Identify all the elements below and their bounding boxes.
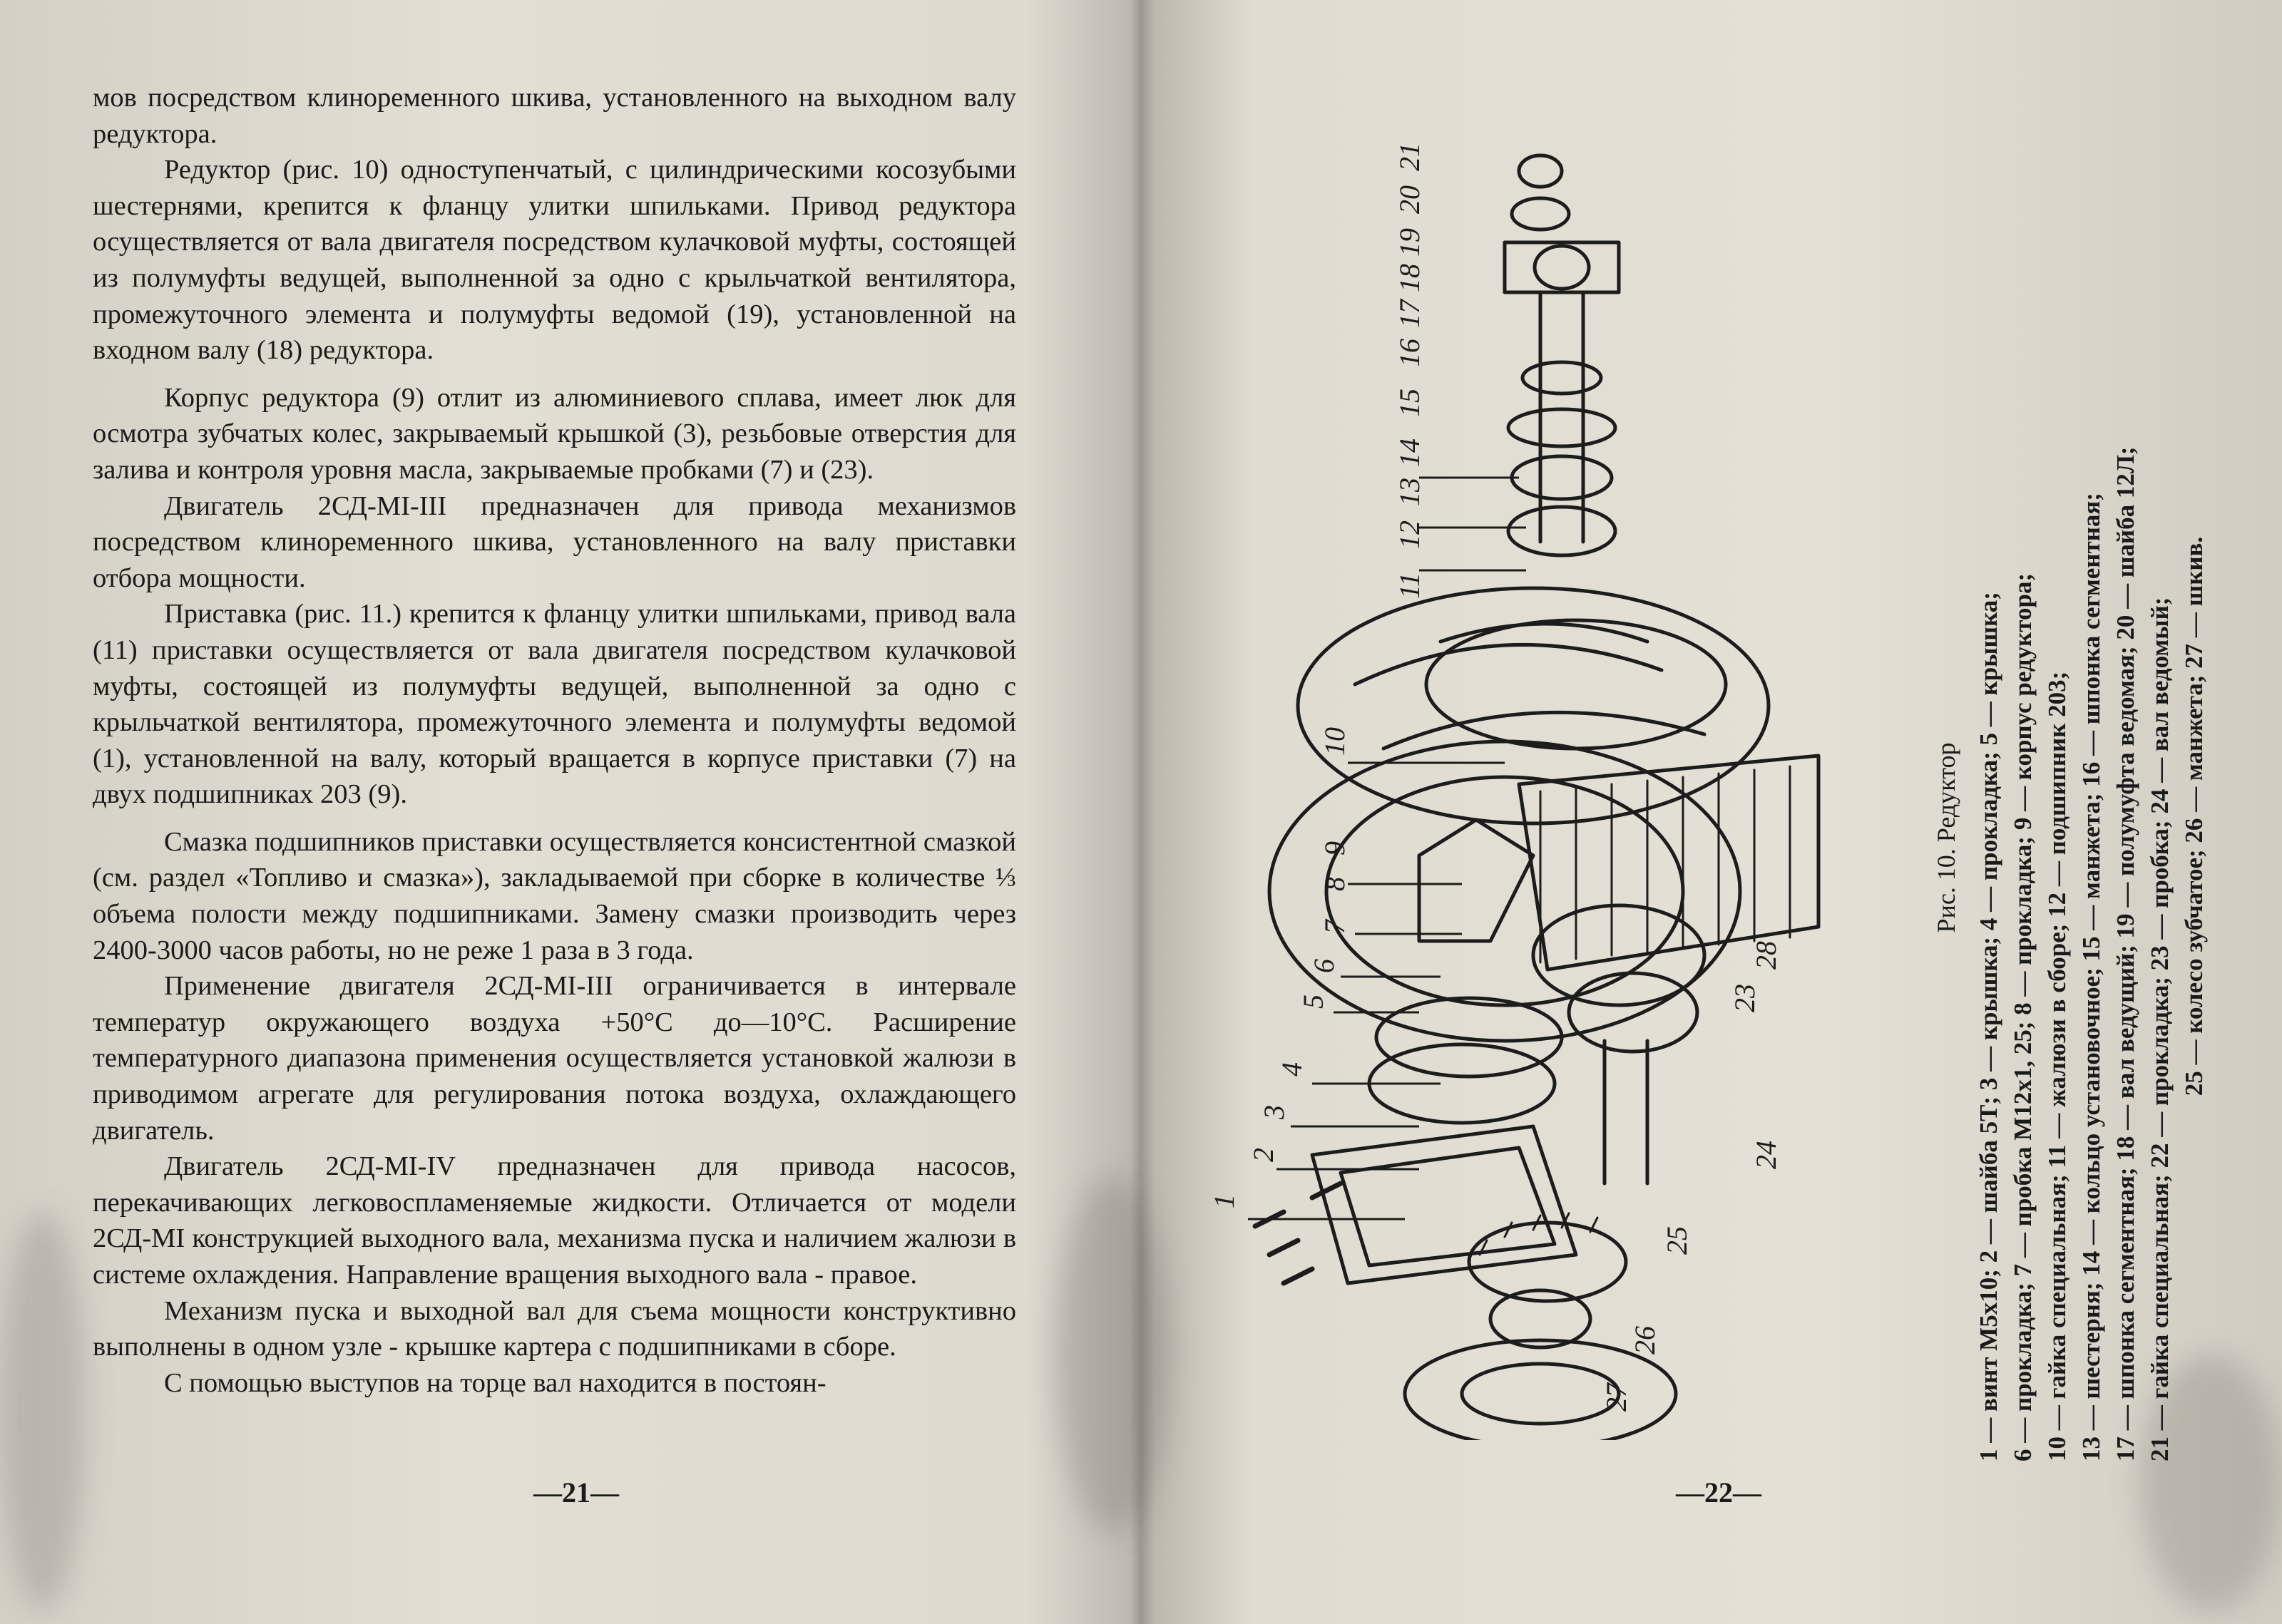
paragraph-9: Механизм пуска и выходной вал для съема мощности конструктивно выполнены в одном узле - крышке картера с подшипниками в сборе. — [93, 1295, 1016, 1362]
part-1-screws — [1255, 1183, 1341, 1283]
label-15: 15 — [1393, 389, 1426, 417]
part-21-nut-shape — [1519, 155, 1562, 187]
paragraph-2: Редуктор (рис. 10) одноступенчатый, с цилиндрическими косозубыми шестернями, крепится к фланцу улитки шпильками. Привод редуктора осуществляется от вала двигателя посредством кулачковой муфты, состоящей из полумуфты ведущей, выполненной за одно с крыльчаткой вентилятора, промежуточного элемента и полумуфты ведомой (19), установленной на входном валу (18) редуктора. — [93, 155, 1016, 366]
part-28-cover-shape — [1533, 905, 1704, 1005]
label-19: 19 — [1393, 228, 1426, 257]
left-page — [0, 0, 1137, 1624]
label-11: 11 — [1393, 572, 1426, 599]
label-18: 18 — [1393, 264, 1426, 292]
label-25: 25 — [1661, 1226, 1693, 1255]
label-13: 13 — [1393, 478, 1426, 506]
label-23: 23 — [1729, 984, 1761, 1012]
paragraph-5: Приставка (рис. 11.) крепится к фланцу улитки шпильками, привод вала (11) приставки осуществляется от вала двигателя посредством кулачковой муфты, состоящей из полумуфты ведущей, выполненной за одно с крыльчаткой вентилятора, промежуточного элемента и полумуфты ведомой (1), установленной на валу, который вращается в корпусе приставки (7) на двух подшипниках 203 (9). — [93, 599, 1016, 810]
label-10: 10 — [1319, 727, 1351, 756]
label-2: 2 — [1247, 1148, 1279, 1162]
part-18-shaft-shape — [1540, 292, 1583, 542]
caption-line-6: 21 — гайка специальная; 22 — прокладка; 23 — пробка; 24 — вал ведомый; — [2146, 597, 2174, 1461]
part-8-gasket-shape — [1376, 998, 1562, 1076]
part-20-washer-shape — [1512, 198, 1569, 230]
part-13-gear-shape — [1512, 456, 1612, 499]
label-4: 4 — [1276, 1062, 1308, 1076]
label-28: 28 — [1750, 941, 1782, 970]
part-9-housing-web — [1419, 820, 1533, 941]
label-26: 26 — [1629, 1326, 1661, 1355]
part-25-gear-teeth — [1540, 766, 1790, 962]
label-24: 24 — [1750, 1141, 1782, 1169]
part-4-gasket-shape — [1341, 1148, 1555, 1265]
label-5: 5 — [1297, 995, 1329, 1009]
page-number-left: —21— — [533, 1476, 619, 1509]
part-14-ring-shape — [1508, 409, 1615, 446]
part-25-small-gear-teeth — [1480, 1213, 1597, 1255]
part-27-pulley-inner-shape — [1462, 1364, 1619, 1424]
paragraph-4: Двигатель 2СД-МI-III предназначен для привода механизмов посредством клиноременного шкива, установленного на валу приставки отбора мощности. — [93, 490, 1016, 593]
left-page-text — [93, 80, 1016, 1401]
label-20: 20 — [1393, 185, 1426, 214]
reducer-exploded-drawing — [1205, 143, 1847, 1440]
caption-line-7: 25 — колесо зубчатое; 26 — манжета; 27 — шкив. — [2180, 536, 2208, 1096]
figure-title: Рис. 10. Редуктор — [1932, 742, 1960, 933]
part-11-louvre-spokes — [1355, 624, 1704, 749]
caption-line-1: 1 — винт М5х10; 2 — шайба 5Т; 3 — крышка; 4 — прокладка; 5 — крышка; — [1975, 592, 2002, 1461]
caption-line-5: 17 — шпонка сегментная; 18 — вал ведущий; 19 — полумуфта ведомая; 20 — шайба 12Л; — [2112, 446, 2139, 1461]
paragraph-3: Корпус редуктора (9) отлит из алюминиевого сплава, имеет люк для осмотра зубчатых колес, закрываемый крышкой (3), резьбовые отверстия для залива и контроля уровня масла, закрываемые пробками (7) и (23). — [93, 382, 1016, 485]
caption-line-4: 13 — шестерня; 14 — кольцо установочное; 15 — манжета; 16 — шпонка сегментная; — [2077, 493, 2105, 1461]
paragraph-7: Применение двигателя 2СД-МI-III ограничивается в интервале температур окружающего воздуха +50°С до—10°С. Расширение температурного диапазона применения осуществляется установкой жалюзи в приводимом агрегате для регулирования потока воздуха, охлаждающего двигатель. — [93, 971, 1016, 1146]
caption-line-2: 6 — прокладка; 7 — пробка М12х1, 25; 8 — прокладка; 9 — корпус редуктора; — [2009, 572, 2037, 1461]
label-8: 8 — [1319, 877, 1351, 891]
label-21: 21 — [1393, 143, 1426, 171]
label-14: 14 — [1393, 438, 1426, 467]
label-1: 1 — [1208, 1194, 1240, 1208]
part-15-seal-shape — [1523, 362, 1601, 394]
paragraph-6: Смазка подшипников приставки осуществляется консистентной смазкой (см. раздел «Топливо и смазка»), закладываемой при сборке в количестве ⅓ объема полости между подшипниками. Замену смазки производить через 2400-3000 часов работы, но не реже 1 раза в 3 года. — [93, 826, 1016, 965]
part-24-shaft-shape — [1605, 1041, 1647, 1183]
part-9-housing-rim-shape — [1326, 777, 1683, 1005]
figure-caption — [1929, 214, 2208, 1461]
paragraph-8: Двигатель 2СД-МI-IV предназначен для привода насосов, перекачивающих легковоспламеняемые жидкости. Отличается от модели 2СД-МI конструкцией выходного вала, механизма пуска и наличием жалюзи в системе охлаждения. Направление вращения выходного вала - правое. — [93, 1151, 1016, 1290]
label-7: 7 — [1319, 920, 1351, 934]
part-23-plug-shape — [1569, 973, 1697, 1052]
label-27: 27 — [1600, 1383, 1632, 1412]
label-12: 12 — [1393, 520, 1426, 549]
label-16: 16 — [1393, 339, 1426, 367]
part-12-bearing-shape — [1508, 507, 1615, 555]
page-number-right: —22— — [1676, 1476, 1761, 1509]
label-17: 17 — [1393, 299, 1426, 328]
caption-line-3: 10 — гайка специальная; 11 — жалюзи в сборе; 12 — подшипник 203; — [2043, 671, 2071, 1461]
label-3: 3 — [1258, 1105, 1290, 1119]
paragraph-10: С помощью выступов на торце вал находится в постоян- — [164, 1367, 827, 1398]
label-6: 6 — [1308, 959, 1340, 973]
part-19-coupling-shape — [1505, 242, 1619, 292]
part-19-hub-shape — [1535, 246, 1589, 289]
paragraph-1: мов посредством клиноременного шкива, установленного на выходном валу редуктора. — [93, 83, 1016, 149]
label-9: 9 — [1319, 841, 1351, 855]
